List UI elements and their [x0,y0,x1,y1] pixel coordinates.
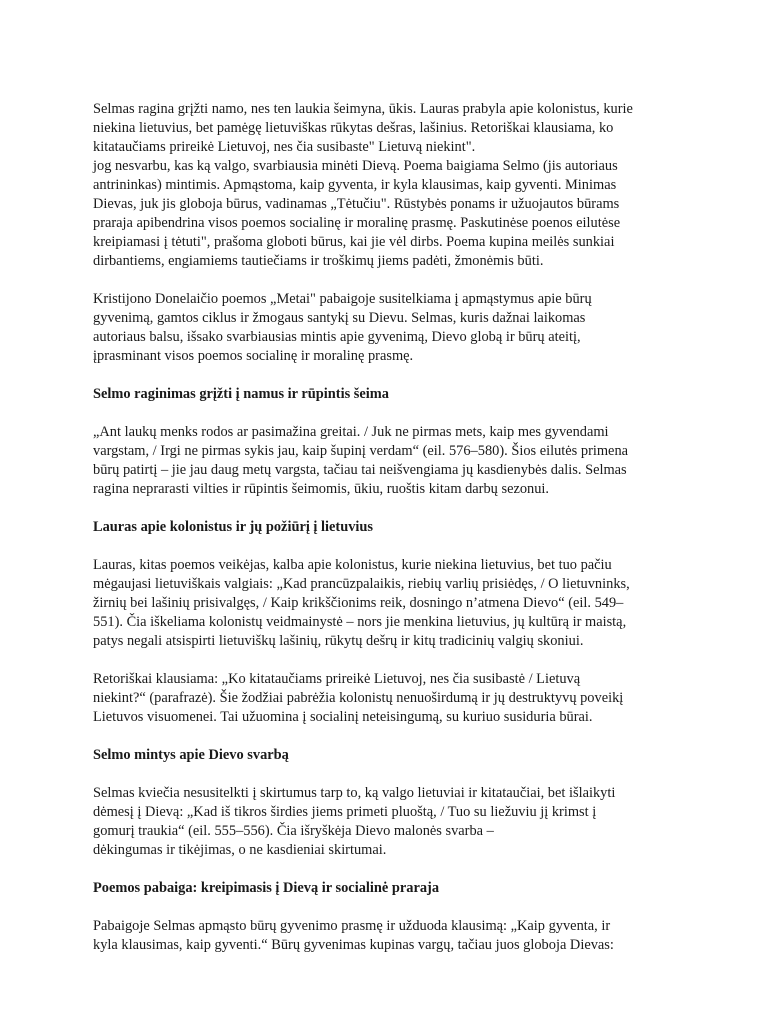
section-heading-lauras: Lauras apie kolonistus ir jų požiūrį į lietuvius [93,519,374,535]
paragraph-lauras-1: Lauras, kitas poemos veikėjas, kalba apie kolonistus, kurie niekina lietuvius, bet tuo pačiu mėgaujasi lietuviškais valgiais: „Kad prancūzpalaikis, riebių varlių prisiėdęs, / O lietuvninks, žirnių bei lašinių prisivalgęs, / Kaip krikščionims reik, dosningo n’atmena Dievo“ (eil. 549– 551). Čia iškeliama kolonistų veidmainystė – nors jie menkina lietuvius, jų kultūrą ir maistą, patys negali atsispirti lietuviškų lašinių, rūkytų dešrų ir kitų tradicinių valgių skoniui. [93,557,630,649]
paragraph-lauras-2: Retoriškai klausiama: „Ko kitataučiams prireikė Lietuvoj, nes čia susibastė / Lietuvą niekint?“ (parafrazė). Šie žodžiai pabrėžia kolonistų nenuoširdumą ir jų destruktyvų poveikį Lietuvos visuomenei. Tai užuomina į socialinį neteisingumą, su kuriuo susiduria būrai. [93,671,624,725]
paragraph-selmo-raginimas: „Ant laukų menks rodos ar pasimažina greitai. / Juk ne pirmas mets, kaip mes gyvendami vargstam, / Irgi ne pirmas sykis jau, kaip šupinį verdam“ (eil. 576–580). Šios eilutės primena būrų patirtį – jie jau daug metų vargsta, tačiau tai neišvengiama jų kasdienybės dalis. Selmas ragina neprarasti vilties ir rūpintis šeimomis, ūkiu, ruoštis kitam darbų sezonui. [93,424,629,497]
section-heading-dievo-svarba: Selmo mintys apie Dievo svarbą [93,747,289,763]
document-page [93,100,668,974]
paragraph-dievo-svarba: Selmas kviečia nesusitelkti į skirtumus tarp to, ką valgo lietuviai ir kitataučiai, bet išlaikyti dėmesį į Dievą: „Kad iš tikros širdies jiems primeti pluoštą, / Tuo su liežuviu jį krimst į gomurį traukia“ (eil. 555–556). Čia išryškėja Dievo malonės svarba – dėkingumas ir tikėjimas, o ne kasdieniai skirtumai. [93,785,616,858]
section-heading-selmo-raginimas: Selmo raginimas grįžti į namus ir rūpintis šeima [93,386,389,402]
section-heading-poemos-pabaiga: Poemos pabaiga: kreipimasis į Dievą ir socialinė praraja [93,880,440,896]
paragraph-poemos-pabaiga: Pabaigoje Selmas apmąsto būrų gyvenimo prasmę ir užduoda klausimą: „Kaip gyventa, ir kyla klausimas, kaip gyventi.“ Būrų gyvenimas kupinas vargų, tačiau juos globoja Dievas: [93,918,614,953]
paragraph-intro-1: Selmas ragina grįžti namo, nes ten laukia šeimyna, ūkis. Lauras prabyla apie kolonistus, kurie niekina lietuvius, bet pamėgę lietuviškas rūkytas dešras, lašinius. Retoriškai klausiama, ko kitataučiams prireikė Lietuvoj, nes čia susibaste" Lietuvą niekint". [93,101,633,155]
paragraph-summary: Kristijono Donelaičio poemos „Metai" pabaigoje susitelkiama į apmąstymus apie būrų gyvenimą, gamtos ciklus ir žmogaus santykį su Dievu. Selmas, kuris dažnai laikomas autoriaus balsu, išsako svarbiausias mintis apie gyvenimą, Dievo globą ir būrų ateitį, įprasminant visos poemos socialinę ir moralinę prasmę. [93,291,592,364]
paragraph-intro-2: jog nesvarbu, kas ką valgo, svarbiausia minėti Dievą. Poema baigiama Selmo (jis autoriaus antrininkas) mintimis. Apmąstoma, kaip gyventa, ir kyla klausimas, kaip gyventi. Minimas Dievas, juk jis globoja būrus, vadinamas „Tėtučiu". Rūstybės ponams ir užuojautos būrams praraja apibendrina visos poemos socialinę ir moralinę prasmę. Paskutinėse poenos eilutėse kreipiamasi į tėtuti", prašoma globoti būrus, kai jie vėl dirbs. Poema kupina meilės sunkiai dirbantiems, engiamiems tautiečiams ir troškimų jiems padėti, žmonėmis būti. [93,158,621,269]
